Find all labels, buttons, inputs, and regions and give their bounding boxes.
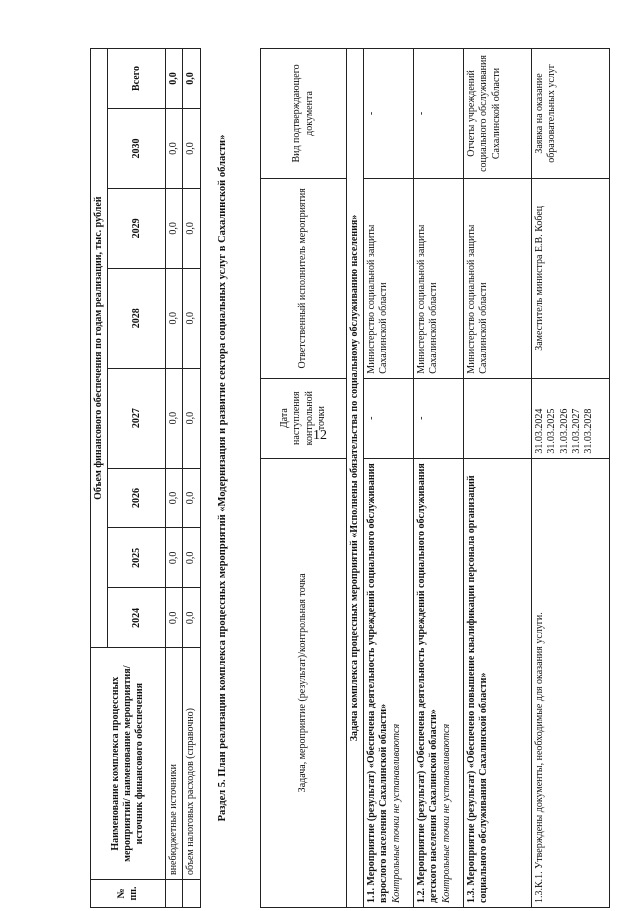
cell-value: 0,0 [166, 109, 183, 189]
measure-cell [364, 458, 414, 907]
control-date: 31.03.2025 [546, 408, 558, 454]
date-cell: - [414, 378, 464, 458]
header-date: Дата наступления контрольной точки [261, 378, 347, 458]
cell-value: 0,0 [183, 528, 200, 588]
section-title: Раздел 5. План реализации комплекса процессных мероприятий «Модернизация и развитие сектора социальных услуг в Сахалинской области» [217, 134, 228, 822]
executor-cell: Министерство социальной защиты Сахалинской области [364, 178, 414, 378]
date-cell: - [364, 378, 414, 458]
header-year: 2027 [108, 368, 166, 468]
cell-value: 0,0 [183, 268, 200, 368]
header-year: 2025 [108, 528, 166, 588]
row-label: внебюджетные источники [166, 648, 183, 880]
doc-cell: Заявка на оказание образовательных услуг [532, 49, 610, 179]
control-date: 31.03.2028 [582, 408, 594, 454]
cell-value: 0,0 [166, 268, 183, 368]
cell-total: 0,0 [183, 49, 200, 109]
header-num: № пп. [91, 880, 166, 908]
executor-cell: Заместитель министра Е.В. Кобец [532, 178, 610, 378]
doc-cell: - [414, 49, 464, 179]
plan-table [260, 48, 610, 908]
cell-value: 0,0 [183, 368, 200, 468]
table-row [532, 49, 610, 908]
cell-num [183, 880, 200, 908]
header-task: Задача, мероприятие (результат)/контрольная точка [261, 458, 347, 907]
header-year: 2028 [108, 268, 166, 368]
cell-value: 0,0 [183, 188, 200, 268]
table-row [414, 49, 464, 908]
control-date: 31.03.2027 [570, 408, 582, 454]
control-date: 31.03.2026 [558, 408, 570, 454]
table-row [166, 49, 183, 908]
executor-cell: Министерство социальной защиты Сахалинской области [414, 178, 464, 378]
header-year: 2024 [108, 588, 166, 648]
table-row [183, 49, 200, 908]
table-row [364, 49, 414, 908]
measure-title: 1.2. Мероприятие (результат) «Обеспечена деятельность учреждений социального обслуживания детского населения Сахалинской области» [416, 463, 440, 903]
header-name: Наименование комплекса процессных мероприятий/ наименование мероприятия/ источник финансового обеспечения [91, 648, 166, 880]
measure-note: Контрольные точки не устанавливаются [440, 723, 452, 903]
doc-cell: Отчеты учреждений социального обслуживания Сахалинской области [464, 49, 532, 179]
cell-value: 0,0 [183, 468, 200, 528]
control-point-cell: 1.3.К.1. Утверждены документы, необходимые для оказания услуги. [532, 458, 610, 907]
cell-value: 0,0 [166, 468, 183, 528]
cell-value: 0,0 [166, 588, 183, 648]
landscape-sheet [90, 46, 594, 908]
header-executor: Ответственный исполнитель мероприятия [261, 178, 347, 378]
doc-cell: - [364, 49, 414, 179]
executor-cell: Министерство социальной защиты Сахалинской области [464, 178, 532, 378]
table-row [464, 49, 532, 908]
date-list-cell [532, 378, 610, 458]
cell-value: 0,0 [166, 528, 183, 588]
cell-total: 0,0 [166, 49, 183, 109]
header-doc: Вид подтверждающего документа [261, 49, 347, 179]
row-label: объем налоговых расходов (справочно) [183, 648, 200, 880]
page-number: 12 [313, 428, 327, 443]
measure-cell [414, 458, 464, 907]
header-volume: Объем финансового обеспечения по годам реализации, тыс. рублей [91, 49, 108, 648]
header-year: 2029 [108, 188, 166, 268]
control-date: 31.03.2024 [534, 408, 546, 454]
task-row [347, 49, 364, 908]
financing-table [90, 48, 201, 908]
measure-title: 1.3. Мероприятие (результат) «Обеспечено повышение квалификации персонала организаций социального обслуживания Сахалинской области» [466, 475, 490, 903]
header-year: 2030 [108, 109, 166, 189]
cell-value: 0,0 [183, 588, 200, 648]
header-total: Всего [108, 49, 166, 109]
cell-value: 0,0 [166, 188, 183, 268]
cell-value: 0,0 [166, 368, 183, 468]
measure-cell [464, 458, 532, 907]
cell-value: 0,0 [183, 109, 200, 189]
measure-note: Контрольные точки не устанавливаются [390, 723, 402, 903]
cell-num [166, 880, 183, 908]
date-cell [464, 378, 532, 458]
measure-title: 1.1. Мероприятие (результат) «Обеспечена деятельность учреждений социального обслуживания взрослого населения Сахалинской области» [366, 463, 390, 903]
header-year: 2026 [108, 468, 166, 528]
task-title: Задача комплекса процессных мероприятий «Исполнены обязательства по социальному обслуживанию населения» [347, 49, 364, 908]
